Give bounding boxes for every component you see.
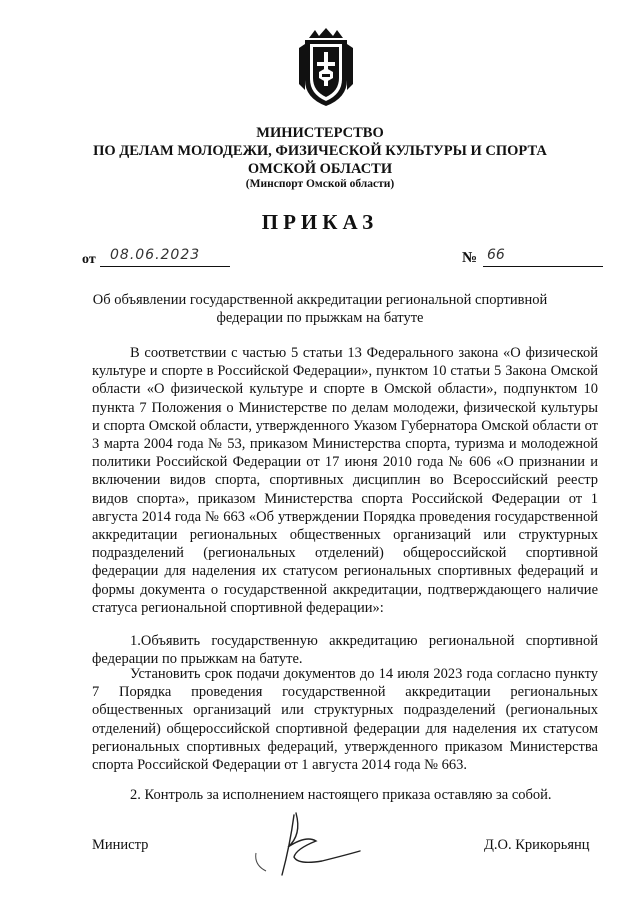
coat-of-arms-icon xyxy=(297,28,355,108)
number-underline xyxy=(483,266,603,267)
ministry-name-line1: МИНИСТЕРСТВО xyxy=(256,125,384,141)
document-date: 08.06.2023 xyxy=(110,247,201,263)
document-title: Об объявлении государственной аккредитации региональной спортивной федерации по прыжкам на батуте xyxy=(92,292,548,326)
signatory-title: Министр xyxy=(92,837,149,853)
ministry-name-line3: ОМСКОЙ ОБЛАСТИ xyxy=(247,161,393,177)
document-type-heading: ПРИКАЗ xyxy=(261,210,379,234)
ministry-short-name: (Минспорт Омской области) xyxy=(245,178,395,190)
ministry-name-line2: ПО ДЕЛАМ МОЛОДЕЖИ, ФИЗИЧЕСКОЙ КУЛЬТУРЫ И СПОРТА xyxy=(93,143,547,159)
signatory-name: Д.О. Крикорьянц xyxy=(484,837,590,853)
number-label: № xyxy=(462,250,478,266)
document-number: 66 xyxy=(487,247,505,263)
preamble-paragraph: В соответствии с частью 5 статьи 13 Федерального закона «О физической культуре и спорте в Российской Федерации», пунктом 10 статьи 5 Закона Омской области «О физической культуре и спорте в Омской области», подпунктом 10 пункта 7 Положения о Министерстве по делам молодежи, физической культуры и спорта Омской области, утвержденного Указом Губернатора Омской области от 3 марта 2004 года № 53, приказом Министерства спорта, туризма и молодежной политики Российской Федерации от 17 июня 2010 года № 606 «О признании и включении видов спорта, спортивных дисциплин во Всероссийский реестр видов спорта», приказом Министерства спорта Российской Федерации от 1 августа 2014 года № 663 «Об утверждении Порядка проведения государственной аккредитации региональных общественных организаций или структурных подразделений (региональных отделений) общероссийской спортивной федерации для наделения их статусом региональных спортивных федераций и формы документа о государственной аккредитации, подтверждающего наличие статуса региональной спортивной федерации»: xyxy=(92,345,598,616)
deadline-paragraph: Установить срок подачи документов до 14 июля 2023 года согласно пункту 7 Порядка проведения государственной аккредитации региональных общественных организаций или структурных подразделений (региональных отделений) общероссийской спортивной федерации для наделения их статусом региональных спортивных федераций, утвержденного приказом Министерства спорта Российской Федерации от 1 августа 2014 года № 663. xyxy=(92,666,598,774)
date-underline xyxy=(100,266,230,267)
item-2-paragraph: 2. Контроль за исполнением настоящего приказа оставляю за собой. xyxy=(130,787,552,803)
date-label: от xyxy=(82,252,96,267)
item-1-paragraph: 1.Объявить государственную аккредитацию региональной спортивной федерации по прыжкам на батуте. xyxy=(92,633,598,668)
signature-image xyxy=(236,805,366,885)
